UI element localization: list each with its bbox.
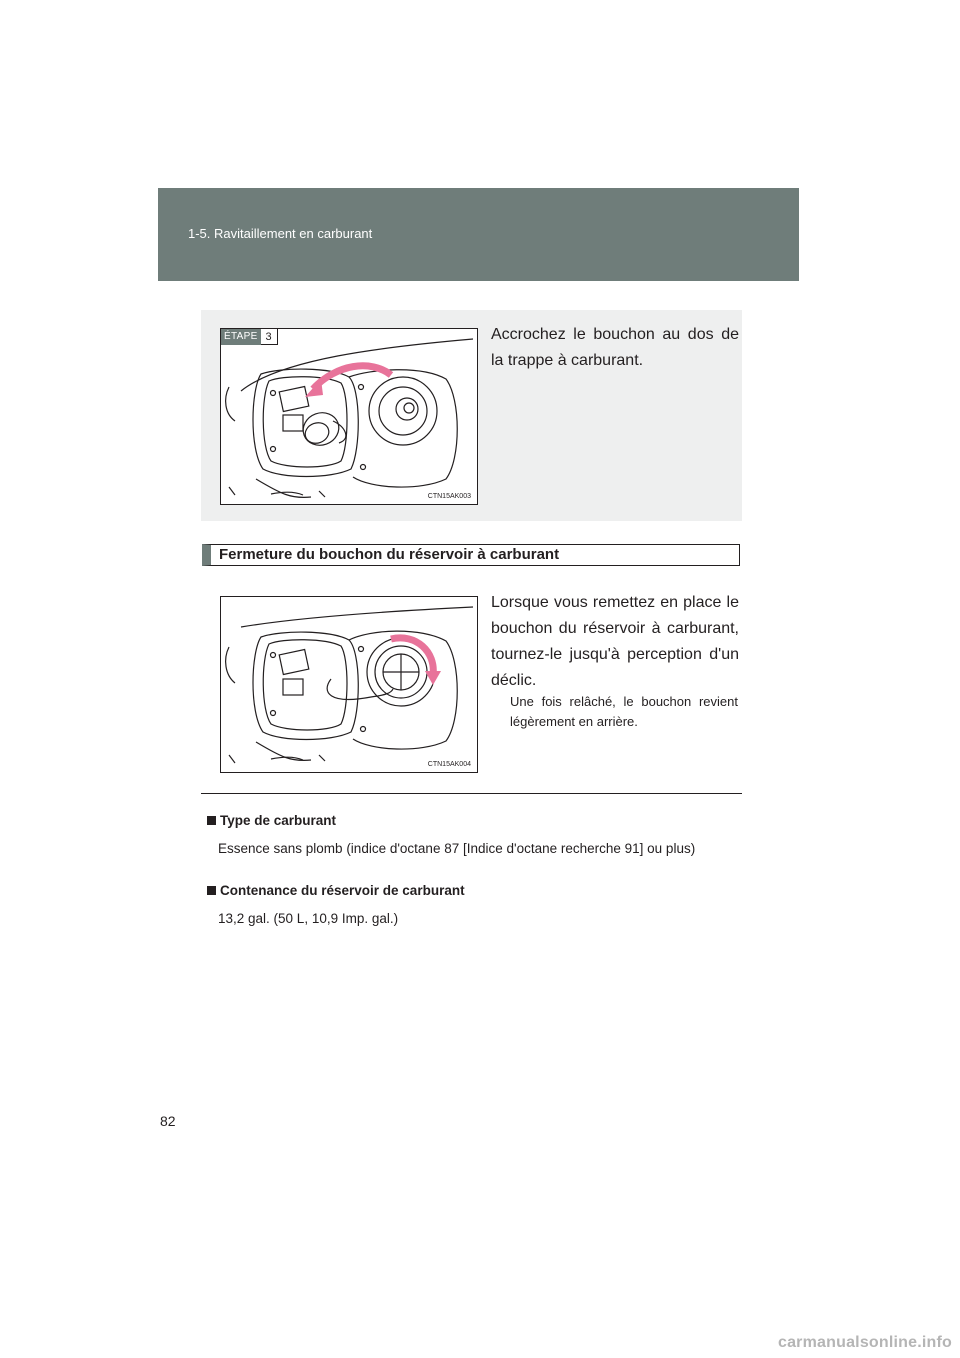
page-number: 82: [160, 1113, 176, 1129]
section-heading: Fermeture du bouchon du réservoir à carburant: [202, 544, 740, 566]
figure-hook-cap: [220, 328, 478, 505]
info-fuel-type: [207, 811, 741, 859]
section-title-header: 1-5. Ravitaillement en carburant: [188, 226, 373, 241]
fuel-door-illustration-open: [221, 329, 477, 504]
step-instruction: Accrochez le bouchon au dos de la trappe à carburant.: [491, 326, 739, 369]
closing-note: Une fois relâché, le bouchon revient légèrement en arrière.: [510, 694, 738, 729]
step-number: 3: [261, 329, 278, 345]
figure-code: CTN15AK004: [427, 761, 471, 768]
info-body: Essence sans plomb (indice d'octane 87 [Indice d'octane recherche 91] ou plus): [218, 841, 696, 856]
square-bullet-icon: [207, 886, 216, 895]
closing-instruction: Lorsque vous remettez en place le bouchon du réservoir à carburant, tournez-le jusqu'à perception d'un déclic.: [491, 594, 739, 689]
info-heading: Type de carburant: [220, 813, 337, 828]
step-label: ÉTAPE: [221, 329, 261, 345]
square-bullet-icon: [207, 816, 216, 825]
figure-close-cap: [220, 596, 478, 773]
info-heading: Contenance du réservoir de carburant: [220, 883, 465, 898]
chapter-header: [158, 188, 799, 281]
fuel-door-illustration-closing: [221, 597, 477, 772]
info-tank-capacity: [207, 881, 741, 929]
figure-code: CTN15AK003: [427, 493, 471, 500]
rotation-arrow-icon: [313, 366, 391, 389]
divider: [201, 793, 742, 794]
info-body: 13,2 gal. (50 L, 10,9 Imp. gal.): [218, 911, 399, 926]
step-badge: [221, 329, 278, 345]
watermark: carmanualsonline.info: [777, 1334, 952, 1351]
